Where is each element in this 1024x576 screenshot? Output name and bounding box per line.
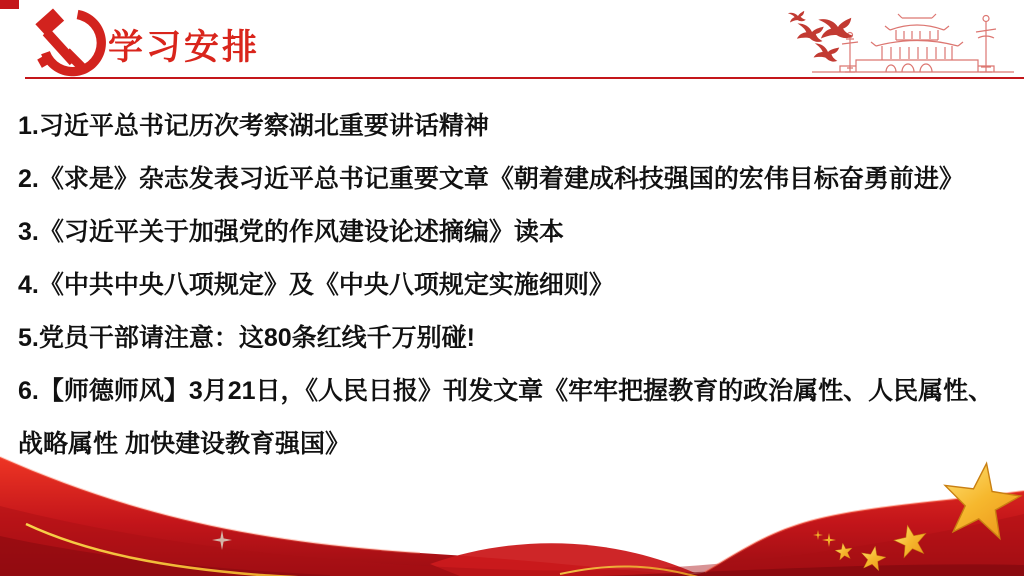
study-list (18, 100, 1024, 471)
header-divider-rule (25, 77, 1024, 79)
party-emblem-icon (24, 2, 108, 80)
list-line-6-wrap: 战略属性 加快建设教育强国》 (18, 430, 350, 458)
list-line-6: 6.【师德师风】3月21日，《人民日报》刊发文章《牢牢把握教育的政治属性、人民属性、 (18, 377, 994, 405)
red-ribbon-illustration (0, 436, 1024, 576)
list-line-4: 4.《中共中央八项规定》及《中央八项规定实施细则》 (18, 271, 614, 299)
list-line-3: 3.《习近平关于加强党的作风建设论述摘编》读本 (18, 218, 564, 246)
list-line-1: 1.习近平总书记历次考察湖北重要讲话精神 (18, 112, 489, 140)
corner-red-chip (0, 0, 19, 9)
tiananmen-doves-illustration (752, 2, 1024, 78)
page-title: 学习安排 (108, 28, 261, 67)
list-line-5: 5.党员干部请注意：这80条红线千万别碰! (18, 324, 475, 352)
list-line-2: 2.《求是》杂志发表习近平总书记重要文章《朝着建成科技强国的宏伟目标奋勇前进》 (18, 165, 964, 193)
